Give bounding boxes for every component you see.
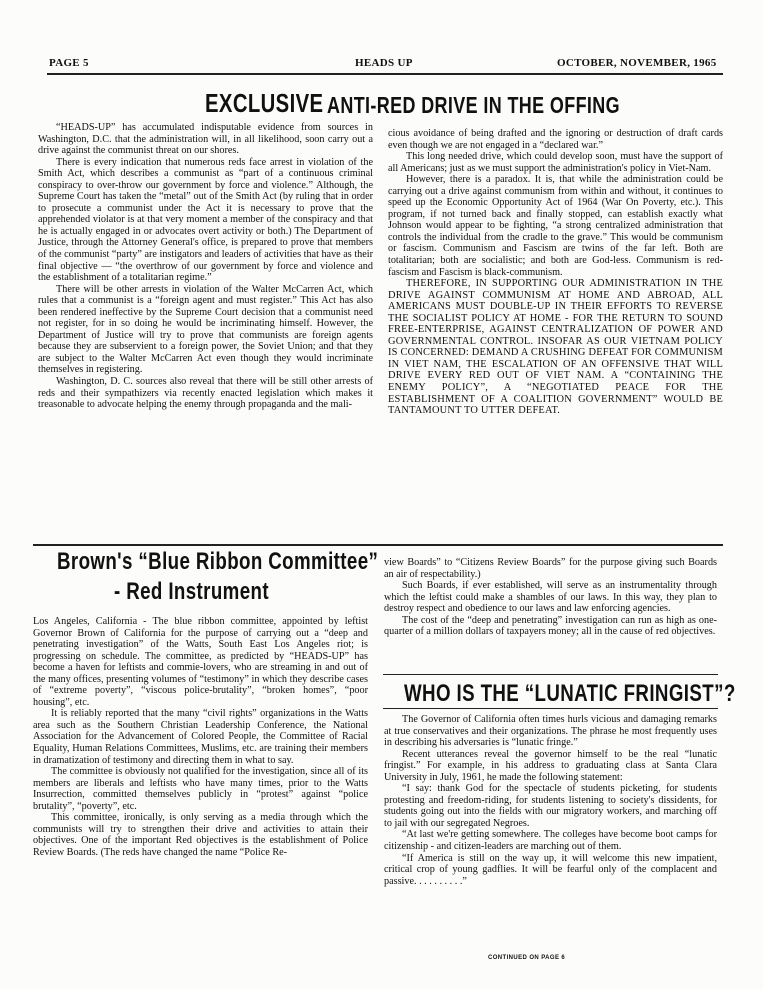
browns-paragraph: Such Boards, if ever established, will serve as an instrumentality through which the leftist could make a shambles of our laws. In this way, they plan to destroy respect and obedience to our laws and law enforcing agencies.	[384, 580, 717, 615]
browns-headline-line1: Brown's “Blue Ribbon Committee”	[57, 548, 379, 575]
lead-paragraph-caps: THEREFORE, IN SUPPORTING OUR ADMINISTRATION IN THE DRIVE AGAINST COMMUNISM AT HOME AND ABROAD, ALL AMERICANS MUST DOUBLE-UP IN THEIR EFFORTS TO REVERSE THE SOCIALIST POLICY AT HOME - FOR THE RETURN TO SOUND FREE-ENTERPRISE, AGAINST CENTRALIZATION OF POWER AND GOVERNMENTAL CONTROL. INSOFAR AS OUR VIETNAM POLICY IS CONCERNED: DEMAND A CRUSHING DEFEAT FOR COMMUNISM IN VIET NAM, THE ESCALATION OF AN OFFENSIVE THAT WILL DRIVE EVERY RED OUT OF VIET NAM. A “CONTAINING THE ENEMY POLICY”, A “NEGOTIATED PEACE FOR THE ESTABLISHMENT OF A COALITION GOVERNMENT” WOULD BE TANTAMOUNT TO UTTER DEFEAT.	[388, 278, 723, 417]
fringist-paragraph: “If America is still on the way up, it will welcome this new impatient, critical crop of young gadflies. It will be fearful only of the complacent and passive. . . . . . . . . .”	[384, 852, 717, 887]
lead-paragraph: Washington, D. C. sources also reveal that there will be still other arrests of reds and their sympathizers via recently enacted legislation which makes it treasonable to advocate helping the enemy through propaganda and the mali-	[38, 376, 373, 411]
issue-date: OCTOBER, NOVEMBER, 1965	[557, 57, 717, 69]
lead-paragraph: There is every indication that numerous reds face arrest in violation of the Smith Act, which describes a communist as “part of a continuous criminal conspiracy to over-throw our government by force and violence.” Although, the Supreme Court has taken the “metal” out of the Smith Act (by ruling that in order to prosecute a communist under the Act it is necessary to prove that the apprehended violator is at that very moment a member of the conspiracy and that he is actually engaged in or advocates overt activity or both.) The Department of Justice, through the Attorney General's office, is prepared to prove that members of the communist “party” are instigators and leaders of activities that have as their final objective — “the overthrow of our government by force and violence and the establishment of a totalitarian regime.”	[38, 156, 373, 284]
browns-paragraph: The cost of the “deep and penetrating” investigation can run as high as one-quarter of a million dollars of taxpayers money; all in the cause of red objectives.	[384, 614, 717, 638]
browns-headline-line2: - Red Instrument	[114, 578, 269, 605]
lead-paragraph: cious avoidance of being drafted and the ignoring or destruction of draft cards even though we are not engaged in a “declared war.”	[388, 128, 723, 151]
page-number: PAGE 5	[49, 57, 89, 69]
continued-note: CONTINUED ON PAGE 6	[488, 955, 566, 961]
lead-headline-title: ANTI-RED DRIVE IN THE OFFING	[327, 92, 620, 118]
fringist-paragraph: “I say: thank God for the spectacle of students picketing, for students protesting and freedom-riding, for students listening to society's dissidents, for students going out into the fields with our migratory workers, and marching off to jail with our segregated Negroes.	[384, 783, 717, 829]
fringist-paragraph: The Governor of California often times hurls vicious and damaging remarks at true conservatives and their organizations. The phrase he most frequently uses in describing his adversaries is “lunatic fringe.”	[384, 714, 717, 749]
fringist-headline: WHO IS THE “LUNATIC FRINGIST”?	[404, 680, 736, 707]
lead-right-column	[388, 128, 723, 417]
browns-right-column	[384, 557, 717, 638]
header-rule	[47, 73, 723, 75]
fringist-rule-bottom	[383, 708, 718, 709]
lead-paragraph: This long needed drive, which could develop soon, must have the support of all Americans; just as we must support the administration's policy in Viet-Nam.	[388, 151, 723, 174]
lead-paragraph: “HEADS-UP” has accumulated indisputable evidence from sources in Washington, D.C. that the administration will, in all likelihood, soon carry out a drive against the communist threat on our shores.	[38, 122, 373, 157]
fringist-column	[384, 714, 717, 887]
lead-left-column	[38, 122, 373, 411]
publication-name: HEADS UP	[355, 57, 413, 69]
fringist-rule-top	[383, 674, 718, 675]
fringist-paragraph: Recent utterances reveal the governor himself to be the real “lunatic fringist.” For example, in his address to graduating class at Santa Clara University in July, 1961, he made the following statement:	[384, 748, 717, 783]
browns-left-column	[33, 616, 368, 858]
browns-paragraph: Los Angeles, California - The blue ribbon committee, appointed by leftist Governor Brown of California for the purpose of carrying out a “deep and penetrating investigation” of the Watts, South East Los Angeles riot; is progressing on schedule. The committee, as predicted by “HEADS-UP” has become a haven for leftists and commie-lovers, who are streaming in and out of the many offices, presenting volumes of “testimony” in which they describe cases of “extreme poverty”, “viscous police-brutality”, “broken homes”, “poor housing”, etc.	[33, 616, 368, 708]
lead-headline-exclusive: EXCLUSIVE	[205, 88, 324, 118]
lead-paragraph: There will be other arrests in violation of the Walter McCarren Act, which rules that a communist is a “foreign agent and must register.” This Act has also been rendered ineffective by the Supreme Court decision that a communist need not register, for in so doing he would be incriminating himself. However, the Department of Justice will try to prove that communists are foreign agents because they are subservient to a foreign power, the Soviet Union; and that they are subject to the Walter McCarren Act even though they would incriminate themselves in registering.	[38, 283, 373, 376]
section-divider	[33, 544, 723, 546]
fringist-paragraph: “At last we're getting somewhere. The colleges have become boot camps for citizenship - and citizen-leaders are marching out of them.	[384, 829, 717, 853]
lead-paragraph: However, there is a paradox. It is, that while the administration could be carrying out a drive against communism from within and without, it continues to speed up the Economic Opportunity Act of 1964 (War On Poverty, etc.). This program, if not turned back and finally stopped, can establish exactly what Johnson would appear to be fighting, “a strong centralized administration that controls the individual from the cradle to the grave.” This would be communism or fascism. Communism and Fascism are twins of the far left. Both are totalitarian; both are socialistic; and both are God-less. Communism is red-fascism and Fascism is black-communism.	[388, 174, 723, 278]
browns-paragraph: It is reliably reported that the many “civil rights” organizations in the Watts area such as the Southern Christian Leadership Conference, the National Association for the Advancement of Colored People, the Committee of Racial Equality, Human Relations Committees, Muslims, etc. are training their members in dramatization of testimony and directing them in what to say.	[33, 708, 368, 766]
browns-paragraph: This committee, ironically, is only serving as a media through which the communists will try to strengthen their drive and activities to attain their objectives. One of the important Red objectives is the establishment of Police Review Boards. (The reds have changed the name “Police Re-	[33, 812, 368, 858]
browns-paragraph: The committee is obviously not qualified for the investigation, since all of its members are liberals and leftists who have many times, prior to the Watts Insurrection, committed themselves publicly in “protest” against “police brutality”, “poverty”, etc.	[33, 766, 368, 812]
browns-paragraph: view Boards” to “Citizens Review Boards” for the purpose giving such Boards an air of respectability.)	[384, 557, 717, 580]
